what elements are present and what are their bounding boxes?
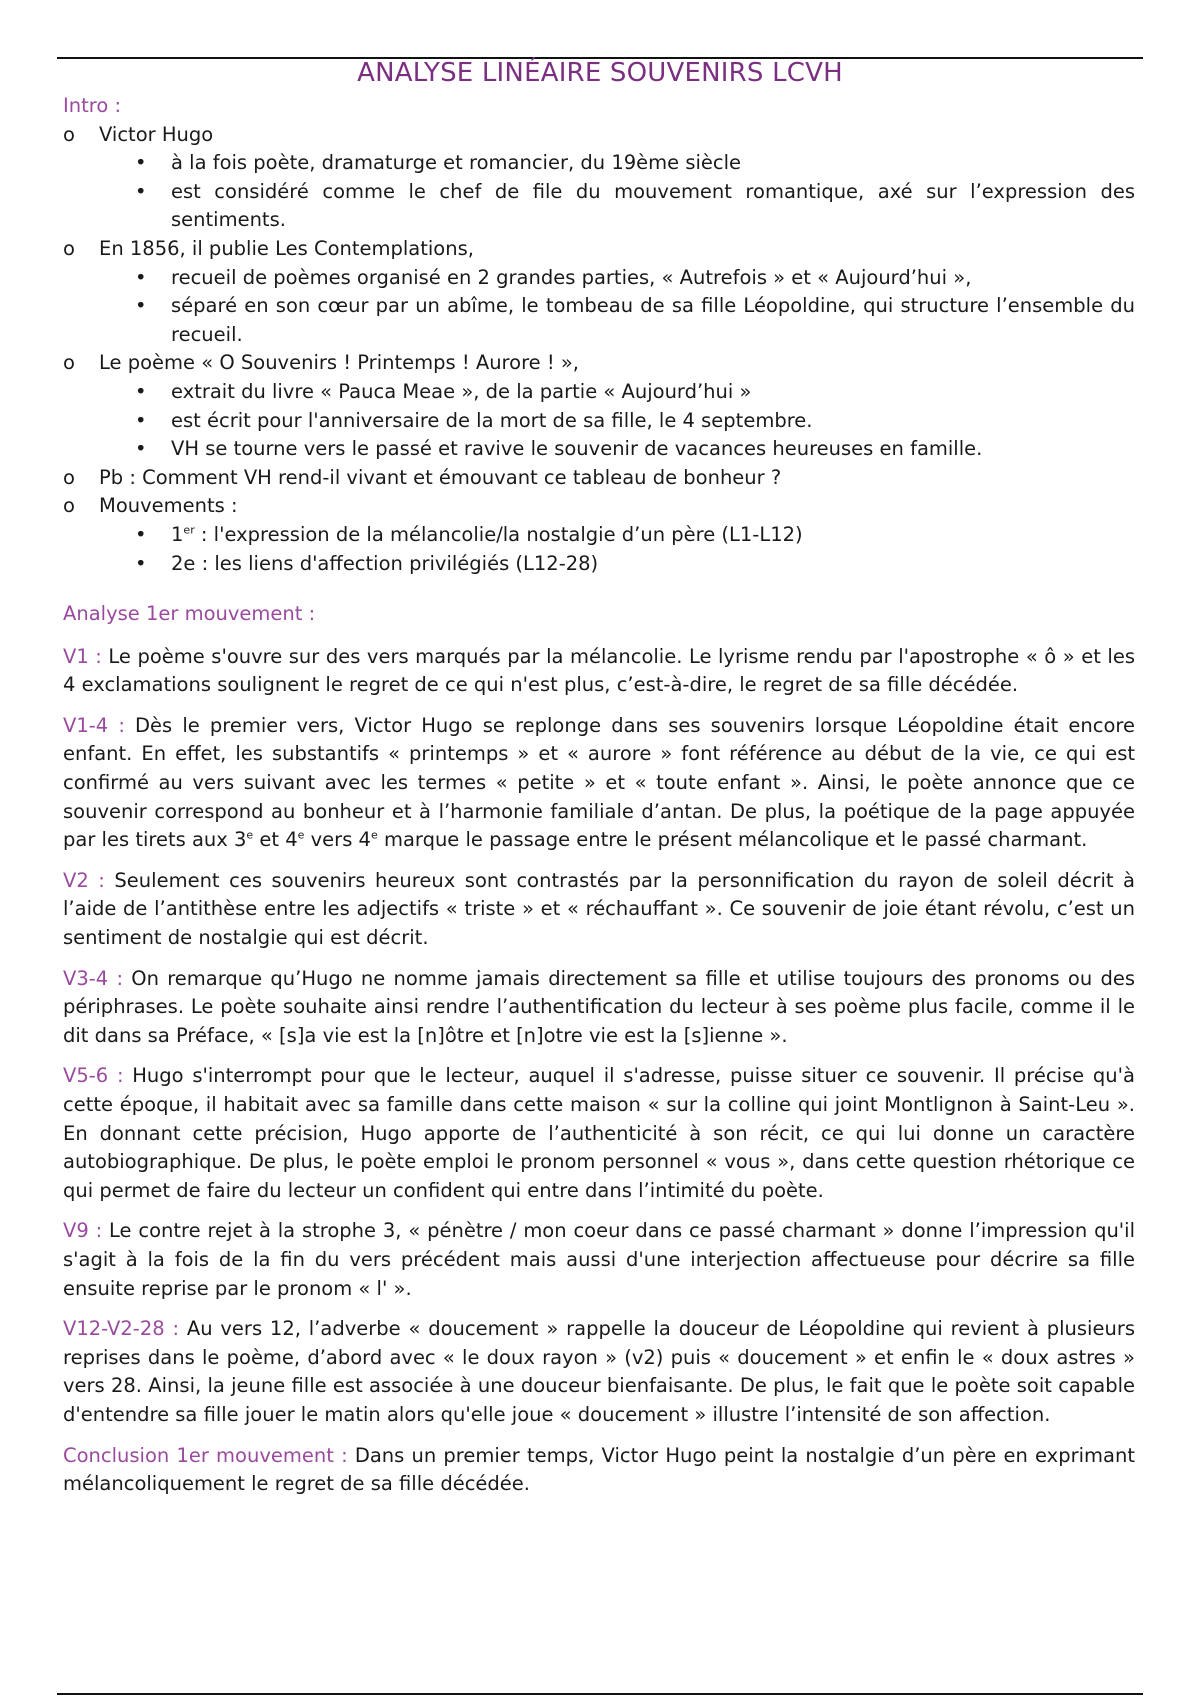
bullet-icon: • [135, 379, 147, 403]
intro-sublist [63, 264, 1135, 350]
list-marker: o [63, 122, 75, 146]
analysis-heading: Analyse 1er mouvement : [63, 602, 316, 626]
bullet-icon: • [135, 522, 147, 546]
bullet-icon: • [135, 265, 147, 289]
sub-item [63, 149, 1135, 178]
intro-sublist [63, 149, 1135, 235]
movement-item [63, 550, 1135, 579]
paragraph-text: Dans un premier temps, Victor Hugo peint la nostalgie d’un père en exprimant mélancoliquement le regret de sa fille décédée. [63, 1443, 1135, 1496]
paragraph-v3-4 [63, 965, 1135, 1051]
bullet-icon: • [135, 408, 147, 432]
intro-sublist [63, 378, 1135, 464]
bullet-icon: • [135, 151, 147, 175]
sub-item-text: est considéré comme le chef de file du mouvement romantique, axé sur l’expression des sentiments. [171, 179, 1135, 232]
sub-item-text: séparé en son cœur par un abîme, le tombeau de sa fille Léopoldine, qui structure l’ensemble du recueil. [171, 294, 1135, 346]
intro-item-text: Victor Hugo [99, 122, 214, 146]
superscript: e [297, 828, 305, 842]
sub-item [63, 435, 1135, 464]
paragraph-v1-4 [63, 712, 1135, 855]
intro-item [63, 235, 1135, 264]
paragraph-text: Seulement ces souvenirs heureux sont contrastés par la personnification du rayon de soleil décrit à l’aide de l’antithèse entre les adjectifs « triste » et « réchauffant ». Ce souvenir de joie étant révolu, c’est un sentiment de nostalgie qui est décrit. [63, 868, 1136, 950]
verse-label: V5-6 : [63, 1064, 124, 1088]
intro-item-text: Le poème « O Souvenirs ! Printemps ! Aurore ! », [99, 351, 580, 375]
intro-sublist-wrap [63, 264, 1135, 350]
paragraph-v2 [63, 867, 1135, 953]
paragraph-v9 [63, 1217, 1135, 1303]
movements-sublist [63, 521, 1135, 578]
sub-item [63, 407, 1135, 436]
sub-item-text: recueil de poèmes organisé en 2 grandes parties, « Autrefois » et « Aujourd’hui », [171, 265, 972, 289]
bullet-icon: • [135, 437, 147, 461]
movement-text: 2e : les liens d'affection privilégiés (L12-28) [171, 551, 599, 575]
verse-label: V1 : [63, 644, 102, 668]
movement-number: 1 [171, 522, 184, 546]
conclusion-label: Conclusion 1er mouvement : [63, 1443, 348, 1467]
paragraph-v5-6 [63, 1062, 1135, 1205]
intro-list [63, 121, 1135, 579]
bullet-icon: • [135, 551, 147, 575]
movements-sublist-wrap [63, 521, 1135, 578]
paragraph-text: et 4 [253, 828, 298, 852]
paragraph-text: On remarque qu’Hugo ne nomme jamais directement sa fille et utilise toujours des pronoms ou des périphrases. Le poète souhaite ainsi rendre l’authentification du lecteur à ses poème plus facile, comme il le dit dans sa Préface, « [s]a vie est la [n]ôtre et [n]otre vie est la [s]ienne ». [63, 966, 1135, 1047]
sub-item-text: VH se tourne vers le passé et ravive le souvenir de vacances heureuses en famille. [171, 437, 983, 461]
bullet-icon: • [135, 179, 147, 203]
intro-item-text: Mouvements : [99, 494, 238, 518]
sub-item [63, 264, 1135, 293]
intro-item [63, 492, 1135, 521]
verse-label: V9 : [63, 1219, 103, 1243]
verse-label: V12-V2-28 : [63, 1317, 180, 1341]
intro-item-text: Pb : Comment VH rend-il vivant et émouvant ce tableau de bonheur ? [99, 465, 782, 489]
list-marker: o [63, 351, 75, 375]
paragraph-v1 [63, 643, 1135, 700]
intro-sublist-wrap [63, 378, 1135, 464]
verse-label: V2 : [63, 868, 105, 892]
paragraph-text: vers 4 [304, 828, 371, 852]
page-title: ANALYSE LINÉAIRE SOUVENIRS LCVH [357, 58, 843, 88]
paragraph-text: Hugo s'interrompt pour que le lecteur, auquel il s'adresse, puisse situer ce souvenir. Il précise qu'à cette époque, il habitait avec sa famille dans cette maison « sur la colline qui joint Montlignon à Saint-Leu ». En donnant cette précision, Hugo apporte de l’authenticité à son récit, ce qui lui donne un caractère autobiographique. De plus, le poète emploi le pronom personnel « vous », dans cette question rhétorique ce qui permet de faire du lecteur un confident qui entre dans l’intimité du poète. [63, 1064, 1135, 1202]
sub-item [63, 292, 1135, 349]
bottom-rule [57, 1693, 1143, 1695]
sub-item-text: à la fois poète, dramaturge et romancier, du 19ème siècle [171, 151, 742, 175]
superscript: er [183, 523, 195, 537]
movement-text: : l'expression de la mélancolie/la nostalgie d’un père (L1-L12) [194, 522, 803, 546]
list-marker: o [63, 236, 75, 260]
intro-item [63, 121, 1135, 150]
sub-item [63, 178, 1135, 235]
document-body [63, 92, 1135, 1511]
paragraph-conclusion [63, 1442, 1135, 1499]
verse-label: V1-4 : [63, 713, 125, 737]
sub-item-text: est écrit pour l'anniversaire de la mort de sa fille, le 4 septembre. [171, 408, 813, 432]
sub-item [63, 378, 1135, 407]
paragraph-text: Le poème s'ouvre sur des vers marqués par la mélancolie. Le lyrisme rendu par l'apostrophe « ô » et les 4 exclamations soulignent le regret de ce qui n'est plus, c’est-à-dire, le regret de sa fille décédée. [63, 644, 1135, 697]
intro-item [63, 349, 1135, 378]
paragraph-text: Au vers 12, l’adverbe « doucement » rappelle la douceur de Léopoldine qui revient à plusieurs reprises dans le poème, d’abord avec « le doux rayon » (v2) puis « doucement » et enfin le « doux astres » vers 28. Ainsi, la jeune fille est associée à une douceur bienfaisante. De plus, le fait que le poète soit capable d'entendre sa fille jouer le matin alors qu'elle joue « doucement » illustre l’intensité de son affection. [63, 1317, 1135, 1426]
superscript: e [370, 828, 378, 842]
intro-item-text: En 1856, il publie Les Contemplations, [99, 236, 474, 260]
superscript: e [246, 828, 254, 842]
verse-label: V3-4 : [63, 966, 124, 990]
paragraph-text: Dès le premier vers, Victor Hugo se replonge dans ses souvenirs lorsque Léopoldine était encore enfant. En effet, les substantifs « printemps » et « aurore » font référence au début de la vie, ce qui est confirmé au vers suivant avec les termes « petite » et « toute enfant ». Ainsi, le poète annonce que ce souvenir correspond au bonheur et à l’harmonie familiale d’antan. De plus, la poétique de la page appuyée par les tirets aux 3 [63, 713, 1135, 852]
movement-item [63, 521, 1135, 550]
intro-heading: Intro : [63, 94, 122, 117]
paragraph-text: marque le passage entre le présent mélancolique et le passé charmant. [377, 828, 1088, 852]
sub-item-text: extrait du livre « Pauca Meae », de la partie « Aujourd’hui » [171, 379, 752, 403]
list-marker: o [63, 494, 75, 518]
list-marker: o [63, 465, 75, 489]
intro-sublist-wrap [63, 149, 1135, 235]
intro-item [63, 464, 1135, 493]
bullet-icon: • [135, 294, 147, 318]
paragraph-text: Le contre rejet à la strophe 3, « pénètre / mon coeur dans ce passé charmant » donne l’impression qu'il s'agit à la fois de la fin du vers précédent mais aussi d'une interjection affectueuse pour décrire sa fille ensuite reprise par le pronom « l' ». [63, 1219, 1135, 1300]
paragraph-v12 [63, 1315, 1135, 1429]
